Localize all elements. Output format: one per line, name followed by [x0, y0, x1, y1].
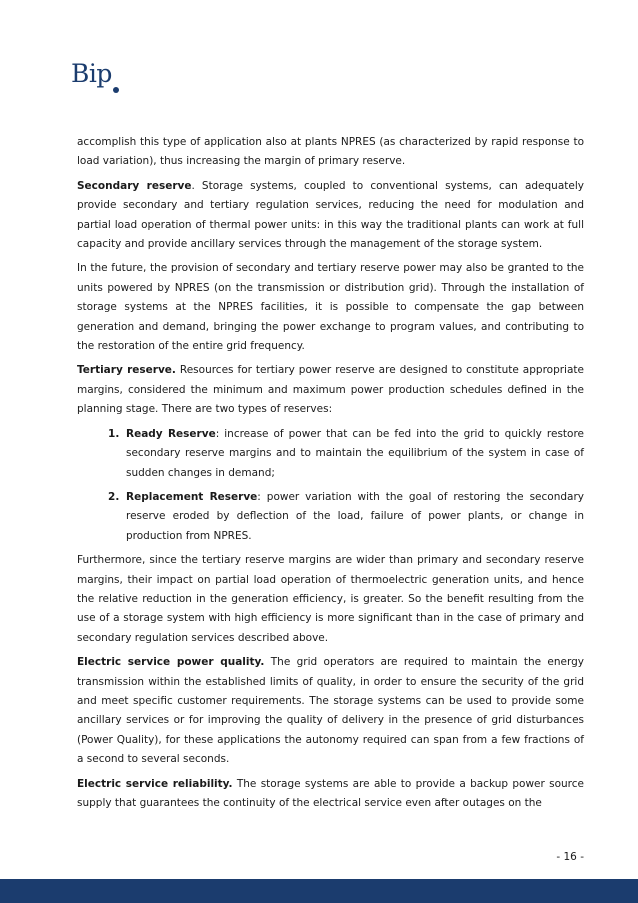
- paragraph-secondary-reserve: [77, 177, 584, 255]
- text-reliability: The storage systems are able to provide a backup power source supply that guarantees the continuity of the electrical service even after outages on the: [77, 777, 584, 809]
- term-secondary-reserve: Secondary reserve: [77, 179, 192, 192]
- paragraph-furthermore: Furthermore, since the tertiary reserve margins are wider than primary and secondary reserve margins, their impact on partial load operation of thermoelectric generation units, and hence the relative reduction in the generation efficiency, is greater. So the benefit resulting from the use of a storage system with high efficiency is more significant than in the case of primary and secondary regulation services described above.: [77, 554, 584, 644]
- term-ready-reserve: Ready Reserve: [126, 427, 216, 440]
- list-item: [123, 488, 584, 546]
- list-item: [123, 425, 584, 483]
- paragraph-power-quality: [77, 653, 584, 769]
- text-ready-reserve: : increase of power that can be fed into the grid to quickly restore secondary reserve margins and to maintain the equilibrium of the system in case of sudden changes in demand;: [126, 427, 584, 479]
- footer-bar: [0, 879, 638, 903]
- paragraph-future-provision: In the future, the provision of secondary and tertiary reserve power may also be granted to the units powered by NPRES (on the transmission or distribution grid). Through the installation of storage systems at the NPRES facilities, it is possible to compensate the gap between generation and demand, bringing the power exchange to program values, and contributing to the restoration of the entire grid frequency.: [77, 262, 584, 353]
- page-number: - 16 -: [556, 851, 584, 863]
- text-tertiary-reserve: Resources for tertiary power reserve are designed to constitute appropriate margins, considered the minimum and maximum power production schedules defined in the planning stage. There are two types of reserves:: [77, 364, 584, 416]
- company-logo: Bip: [71, 59, 112, 88]
- document-body: [77, 133, 584, 818]
- paragraph-intro: accomplish this type of application also at plants NPRES (as characterized by rapid response to load variation), thus increasing the margin of primary reserve.: [77, 136, 584, 168]
- paragraph-tertiary-reserve: [77, 361, 584, 419]
- paragraph-reliability: [77, 775, 584, 814]
- text-power-quality: The grid operators are required to maintain the energy transmission within the established limits of quality, in order to ensure the security of the grid and meet specific customer requirements. The storage systems can be used to provide some ancillary services or for improving the quality of delivery in the presence of grid disturbances (Power Quality), for these applications the autonomy required can span from a few fractions of a second to several seconds.: [77, 656, 584, 766]
- logo-dot-icon: [113, 87, 119, 93]
- text-replacement-reserve: : power variation with the goal of restoring the secondary reserve eroded by deflection of the load, failure of power plants, or change in production from NPRES.: [126, 490, 584, 542]
- reserve-types-list: [77, 425, 584, 546]
- text-secondary-reserve: . Storage systems, coupled to conventional systems, can adequately provide secondary and tertiary regulation services, reducing the need for modulation and partial load operation of thermal power units: in this way the traditional plants can work at full capacity and provide ancillary services through the management of the storage system.: [77, 179, 584, 251]
- term-reliability: Electric service reliability.: [77, 777, 233, 790]
- term-tertiary-reserve: Tertiary reserve.: [77, 364, 176, 377]
- term-power-quality: Electric service power quality.: [77, 656, 265, 669]
- term-replacement-reserve: Replacement Reserve: [126, 490, 258, 503]
